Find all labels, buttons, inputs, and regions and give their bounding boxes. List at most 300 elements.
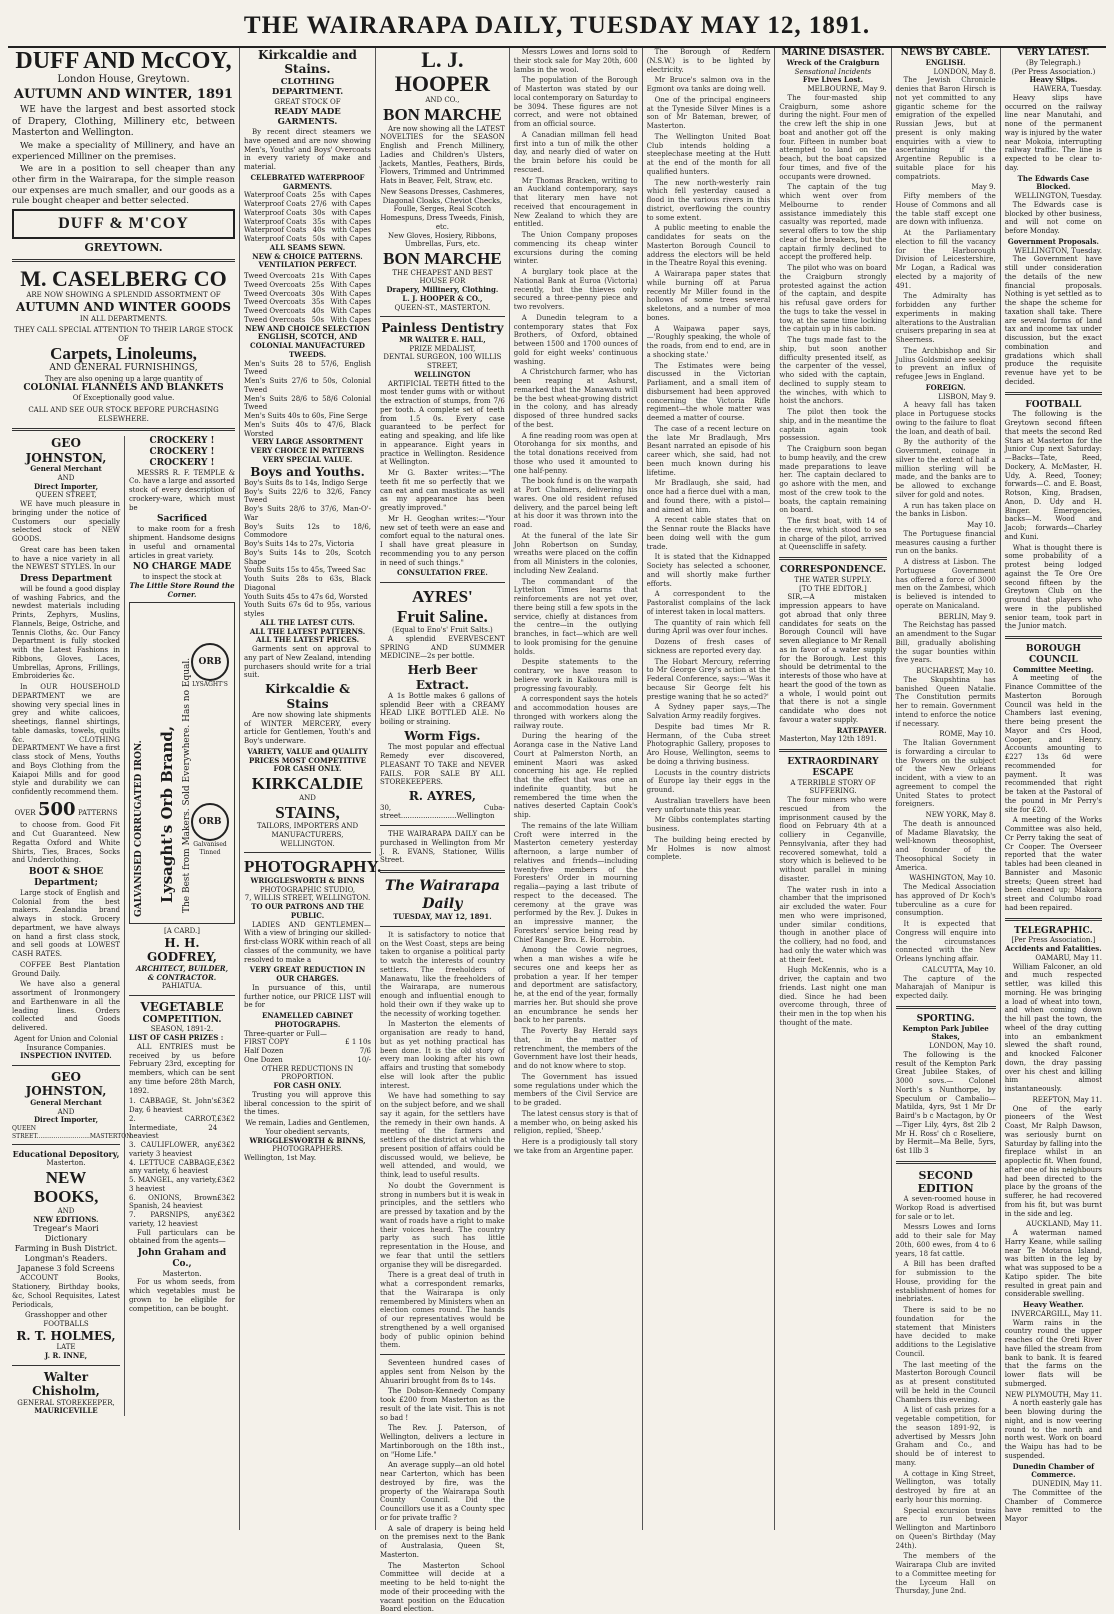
divider: [1005, 918, 1102, 921]
waterproof-row-cell-2: with Capes: [331, 208, 371, 217]
prize-row-cell-1: £3: [217, 1211, 227, 1220]
wb-wel2: Wellington, 1st May.: [244, 1154, 317, 1163]
photo-price-row: [244, 1030, 371, 1039]
caselberg-co: CO: [193, 266, 227, 292]
gj2-street: QUEEN STREET............................MASTERTON.: [12, 1125, 133, 1140]
wb-other: OTHER REDUCTIONS IN PROPORTION.: [261, 1064, 354, 1082]
ks-p2: Garments sent on approval to any part of New Zealand, intending purchasers should write for a trial suit.: [244, 645, 371, 680]
tweed-row-cell-0: Tweed Overcoats: [244, 289, 306, 298]
waterproof-list: [244, 191, 371, 244]
tel-ref: REEFTON, May 11.: [1032, 1095, 1103, 1104]
gj-p2: Great care has been taken to have a nice variety in all the NEWEST STYLES. In our: [12, 545, 120, 572]
news-paragraph: A Canadian millman fell head first into a tun of milk the other day, and nearly died of water on the brain before his could be rescued.: [513, 130, 638, 174]
prize-row: [129, 1211, 235, 1229]
veg-full: Full particulars can be obtained from the agents—: [129, 1228, 235, 1246]
caselberg-depts: IN ALL DEPARTMENTS.: [79, 314, 168, 323]
hooper-andco: AND CO.,: [425, 96, 460, 105]
duff-sub: London House, Greytown.: [57, 74, 190, 86]
marine-paragraph: The tugs made fast to the ship, but soon another difficulty presented itself, as the carpenter of the vessel, who sided with the captain, declined to supply steam to the winches, with which to hoist the anchors.: [779, 336, 887, 406]
crockery-p2: to make room for a fresh shipment. Handsome designs in useful and ornamental articles in great variety.: [129, 525, 235, 560]
prize-row-cell-2: £2: [226, 1114, 235, 1123]
tel-ref-p: One of the early pioneers of the West Coast, Mr Ralph Dawson, was seriously burnt on Saturday by falling into the fireplace whilst in an apoplectic fit. When found, after one of his neighbours had been directed to the place by the groans of the sufferer, he had recovered from his fit, but was burnt in the side and leg.: [1004, 1104, 1103, 1218]
veg-comp: COMPETITION.: [142, 1014, 222, 1025]
news-paragraph: The Wellington United Boat Club intends holding a steeplechase meeting at the Hutt at the end of the month for all qualified hunters.: [646, 132, 771, 176]
photo-title: PHOTOGRAPHY.: [244, 857, 382, 877]
tweed-row: [244, 281, 371, 290]
tweed-row-cell-0: Tweed Overcoats: [244, 315, 306, 324]
cable-foreign-item-dateline: May 10.: [967, 521, 996, 530]
nb-p: ACCOUNT Books, Stationery, Birthday books, &c, School Requisites, Latest Periodicals,: [12, 1274, 120, 1309]
veg-season: SEASON, 1891-2.: [150, 1025, 214, 1034]
divider: [779, 749, 886, 752]
second-edition-paragraph: A Bill has been drafted for submission to the House, providing for the establishment of homes for inebriates.: [895, 1260, 996, 1304]
card: [A CARD.]: [163, 927, 200, 936]
tel-np-p: A north easterly gale has been blowing during the night, and is now veering round to the north and north west. Work on board the Waipu has had to be suspended.: [1004, 1399, 1103, 1460]
tel-sub: [Per Press Association.]: [1011, 936, 1096, 945]
paper-date: TUESDAY, MAY 12, 1891.: [393, 912, 492, 922]
waterproof-row-cell-1: 50s: [312, 235, 326, 244]
news-paragraph: The remains of the late William Croft were interred in the Masterton cemetery yesterday afternoon, a large number of relatives and friends—including twenty-five members of the Foresters' Order in mourning regalia—paying a last tribute of respect to the deceased. The ceremony at the grave was performed by the Rev. J. Dukes in an impressive manner, the Foresters' service being read by Chief Ranger Bro. E. Horrobin.: [513, 821, 638, 944]
boys-line: Youth Suits 45s to 47s 6d, Worsted: [244, 592, 368, 601]
latest-wel1-p: The Edwards case is blocked by other business, and will not come on before Monday.: [1004, 200, 1103, 236]
prize-row-cell-2: £2: [226, 1211, 235, 1220]
ks-great: GREAT STOCK OF: [274, 98, 341, 107]
orb-logo-bottom: [190, 803, 230, 856]
cable-item: At the Parliamentary election to fill the vacancy for the Harborough Division of Leicestershire, Mr Logan, a Radical was elected by a majority of 491.: [895, 229, 996, 290]
tel-inv-p: Warm rains in the country round the upper reaches of the Oreti River have filled the stream from bank to bank. It is feared that the farms on the lower flats will be submerged.: [1004, 1318, 1103, 1388]
divider: [896, 1006, 996, 1009]
borough-p2: A meeting of the Works Committee was also held, Cr Perry taking the seat of Cr Cooper. The Overseer reported that the water tables had been cleaned in Bannister and Masonic streets; Queen street had been cleaned up; Makora street and Columbo road had been repaired.: [1004, 816, 1103, 912]
second-edition-paragraph: Special excursion trains are to run between Wellington and Martinboro on Queen's Birthday (May 24th).: [895, 1506, 996, 1550]
caselberg-sub: ARE NOW SHOWING A SPLENDID ASSORTMENT OF: [26, 291, 221, 300]
dent-wel: WELLINGTON: [414, 369, 471, 379]
news-paragraph: Mr Bradlaugh, she said, had once had a fierce duel with a man, and found there, with a pistol—and aimed at him.: [646, 479, 771, 514]
cable-head: NEWS BY CABLE.: [900, 48, 991, 58]
sport-kempton: Kempton Park Jubilee Stakes,: [902, 1023, 989, 1042]
prize-row-cell-0: 1. CABBAGE, St. John's Day, 6 heaviest: [129, 1097, 218, 1115]
prize-row-cell-2: £2: [226, 1097, 235, 1106]
duff-logo: DUFF & M'COY: [12, 209, 235, 239]
news-paragraph: The commandant of the Lyttelton Times learns that reinforcements are not yet over, there being still a few spots in the service, chiefly at distances from the centre—in the outlying branches, in fact—which are well to look promising for the genuine holds.: [513, 577, 638, 656]
news-paragraph: Mr Gibbs contemplates starting business.: [646, 816, 771, 833]
caselberg-carpets: Carpets, Linoleums,: [50, 343, 197, 363]
news-paragraph: Locusts in the country districts of Europe lay their eggs in the ground.: [646, 768, 771, 794]
waterproof-row: [244, 200, 371, 209]
nb-title: NEW BOOKS,: [33, 1167, 99, 1207]
wb-name-2: WRIGGLESWORTH & BINNS,: [249, 1135, 366, 1145]
sport-date: LONDON, May 10.: [929, 1042, 996, 1051]
ks-rmg: READY MADE GARMENTS.: [274, 106, 341, 128]
wb-patrons: TO OUR PATRONS AND THE PUBLIC.: [251, 902, 364, 920]
marine-sub: Wreck of the Craigburn: [786, 57, 880, 67]
gj-street: QUEEN STREET,: [35, 491, 97, 500]
cable-foreign-item: The capture of the Maharajah of Manipur is expected daily.: [895, 974, 996, 1001]
orb-logo-top: [190, 643, 230, 689]
waterproof-row: [244, 218, 371, 227]
prize-row: [129, 1194, 235, 1212]
cable-foreign-item: The Italian Government is forwarding a circular to the Powers on the subject of the New Orleans incident, with a view to an agreement to compel the United States to protect foreigners.: [895, 739, 996, 809]
caselberg-ad: [12, 267, 235, 423]
cable-foreign-item: The Skupshtina has banished Queen Natalie. The Constitution permits her to remain. Government intend to enforce the notice if necessary.: [895, 675, 996, 728]
escape-paragraph: The four miners who were rescued from the imprisonment caused by the flood on February 4th at a colliery in Ceganville, Pennsylvania, after they had recovered somewhat, told a story which is believed to be without parallel in mining disaster.: [779, 796, 887, 883]
wb-p5: LADIES AND GENTLEMEN—With a view of bringing our skilled-first-class WORK within reach of all classes of the community, we have resolved to make a: [244, 920, 371, 964]
boys-line: Boy's Suits 14s to 27s, Victoria: [244, 540, 355, 549]
news-paragraph: Despite statements to the contrary, we have reason to believe work in Kaikoura mill is progressing favourably.: [513, 658, 638, 693]
tel-inv: INVERCARGILL, May 11.: [1011, 1309, 1103, 1318]
photo-price-row-cell-0: Three-quarter or Full—: [244, 1029, 327, 1038]
divider: [779, 557, 886, 560]
tweed-row-cell-1: 21s: [311, 272, 325, 281]
divider: [380, 825, 505, 826]
dent-surg: DENTAL SURGEON, 100 WILLIS STREET,: [383, 353, 502, 371]
prize-row-cell-0: 6. ONIONS, Brown Spanish, 24 heaviest: [129, 1193, 218, 1211]
cable-eng: ENGLISH.: [925, 57, 966, 67]
gj-p4: In OUR HOUSEHOLD DEPARTMENT we are showing very special lines in grey and white calicoes, sheetings, flannel shirtings, table damasks, towels, quilts &c. CLOTHING DEPARTMENT We have a first class stock of Mens, Youths and Boys Clothing from the Kaiapoi Mills and for good style and durability we can confidently recommend them.: [12, 683, 120, 797]
gj2-importer: Direct Importer,: [33, 1115, 99, 1125]
ks-large: VERY LARGE ASSORTMENT VERY CHOICE IN PATTERNS VERY SPECIAL VALUE.: [250, 437, 365, 464]
tweed-row: [244, 307, 371, 316]
orb-brand: Lysaght's Orb Brand,: [158, 726, 176, 904]
wb-cash: FOR CASH ONLY.: [273, 1081, 342, 1091]
ks-boys: Boys and Youths.: [250, 464, 365, 479]
prize-row-cell-2: £2: [226, 1193, 235, 1202]
suit-line: Men's Suits 28/6 to 58/6 Colonial Tweed: [244, 394, 371, 412]
second-edition-paragraph: A list of cash prizes for a vegetable competition, for the season 1891-92, is advertised by Messrs John Graham and Co., and should be of interest to many.: [895, 1406, 996, 1467]
prize-row-cell-0: 7. PARSNIPS, any variety, 12 heaviest: [129, 1211, 218, 1228]
divider: [1005, 636, 1102, 639]
wb-remain: We remain, Ladies and Gentlemen, Your obedient servants,: [245, 1119, 370, 1136]
caselberg-call: CALL AND SEE OUR STOCK BEFORE PURCHASING ELSEWHERE.: [28, 405, 219, 423]
gj2-merchant: General Merchant: [30, 1097, 102, 1107]
news-paragraph: A Waipawa paper says,—'Roughly speaking, the whole of the roads, from end to end, are in a shocking state.': [646, 324, 771, 359]
prize-row-cell-1: £3: [217, 1193, 227, 1202]
cable-english: [896, 68, 996, 382]
hooper-title-2: L. J. HOOPER & CO.,: [402, 293, 483, 303]
bm-drap: Drapery, Millinery, Clothing.: [386, 285, 499, 295]
cable-foreign-item: The Portuguese financial measures causing a further run on the banks.: [895, 529, 996, 556]
boys-line: Boy's Suits 12s to 18/6, Commodore: [244, 522, 371, 540]
caselberg-also: They are also opening up a large quantity of: [44, 374, 203, 383]
tweed-row-cell-1: 40s: [311, 307, 325, 316]
hooper-dress: New Seasons Dresses, Cashmeres, Diagonal Cloaks, Cheviot Checks, Foulle, Serges, Real Scotch Homespuns, Dress Tweeds, Finish, etc.: [380, 187, 505, 231]
jgc-town: Masterton.: [162, 1269, 202, 1278]
marine-paragraph: The first boat, with 14 of the crew, which stood to sea in charge of the pilot, arrived at Queenscliffe in safety.: [779, 517, 887, 552]
ayres-equal: (Equal to Eno's' Fruit Salts.): [392, 626, 493, 635]
photo-price-row-cell-0: FIRST COPY: [244, 1038, 290, 1047]
waterproof-row-cell-1: 25s: [312, 191, 326, 200]
duff-mccoy-ad: [12, 48, 235, 254]
football-p2: What is thought there is some probability of a protest being lodged against the Te Ore Ore second fifteen by the Greytown Club on the ground that players who were in the published senior team, took part in the Junior match.: [1004, 543, 1103, 631]
tweed-row-cell-0: Tweed Overcoats: [244, 280, 306, 289]
column-6-marine: [775, 48, 891, 1530]
corr-letter: SIR,—A mistaken impression appears to have got abroad that only three candidates for seats on the Borough Council will have seven allegiance to Mr Renall as in favor of a water supply for the Borough. Lest this should be detrimental to the interests of those who have at heart the good of the town as a whole, I would point out that there is not a single candidate who does not favour a water supply.: [779, 593, 887, 724]
wc-town: MAURICEVILLE: [34, 1406, 98, 1416]
cable-item-dateline: LONDON, May 8.: [933, 67, 996, 76]
waterproof-row-cell-1: 35s: [312, 217, 326, 226]
news-paragraph: The building being erected by Mr Holmes is now almost complete.: [646, 835, 771, 862]
dent-prize: PRIZE MEDALIST,: [409, 344, 476, 353]
news-paragraph: A Christchurch farmer, who has been reaping at Ashurst, remarked that the Manawatu will be the best wheat-growing district in the colony, and has already disposed of three hundred sacks of the best.: [513, 368, 638, 429]
cable-foreign-item: The Reichstag has passed an amendment to the Sugar Bill, gradually abolishing the sugar bounties within five years.: [895, 621, 996, 665]
prize-row: [129, 1097, 235, 1115]
waterproof-row-cell-2: with Capes: [331, 191, 371, 200]
news-paragraph: The Estimates were being discussed in the Victorian Parliament, and a small item of disbursement had been approved concerning the Victoria Rifle regiment—the whole matter was deemed a matter of course.: [646, 361, 771, 422]
corr-water: THE WATER SUPPLY.: [794, 575, 872, 584]
duff-town: GREYTOWN.: [84, 240, 163, 254]
wb-trust: Trusting you will approve this liberal concession to the spirit of the times.: [244, 1090, 371, 1117]
prize-row: [129, 1159, 235, 1177]
tweed-row: [244, 272, 371, 281]
football-p: The following is the Greytown second fifteen that meets the second Red Stars at Masterton for the Junior Cup next Saturday:—Backs—Tate, Reed, Dockery, A. McMaster, H. Udy, A. Reed, Tooney; forwards—C. and E. Boast, Rotson, King, Bradsen, Anon, D. Udy and H. Binger. Emergencies, backs—M. Wood and Jacob; forwards—Charley and Kuni.: [1004, 410, 1103, 541]
marine-paragraph: The pilot who was on board the Craigburn strongly protested against the action of the captain, and despite his refusal gave orders for the tugs to take the vessel in tow, at the same time locking the captain up in his cabin.: [779, 264, 887, 334]
marine-paragraph: The Craigburn soon began to bump heavily, and the crew made preparations to leave her. The captain declared to go ashore with the men, and most of the crew took to the boats, the captain remaining on board.: [779, 445, 887, 515]
edu-title: Educational Depository,: [12, 1149, 120, 1160]
corner-store: The Little Store Round the Corner.: [129, 580, 235, 599]
escape-sub: A TERRIBLE STORY OF SUFFERING.: [790, 778, 876, 796]
marine-paragraph: The pilot then took the ship, and in the meantime the captain again took possession.: [779, 408, 887, 443]
cable-foreign-items: [896, 393, 996, 1001]
jgc-title: John Graham and Co.,: [137, 1248, 227, 1269]
cable-foreign-item-dateline: WASHINGTON, May 10.: [909, 874, 996, 883]
corr-sign: RATEPAYER.: [836, 725, 887, 735]
boys-list: [244, 479, 371, 619]
waterproof-row-cell-0: Waterproof Coats: [244, 200, 307, 209]
hooper-qs: QUEEN-ST., MASTERTON.: [394, 303, 491, 312]
latest-edwards: The Edwards Case Blocked.: [1017, 173, 1090, 192]
news-paragraph: The population of the Borough of Masterton was stated by our local contemporary on Saturday to be 3094. These figures are not correct, and were not obtained from an official source.: [513, 76, 638, 128]
photo-price-row-cell-0: One Dozen: [244, 1055, 283, 1064]
prize-row-cell-1: £3: [217, 1158, 227, 1167]
news-paragraph: Mr Bruce's salmon ova in the Egmont ova tanks are doing well.: [646, 76, 771, 93]
photo-price-row: [244, 1056, 371, 1065]
dent-p2: ARTIFICIAL TEETH fitted to the most tender gums with or without the extraction of stumps, from 7/6 per tooth. A complete set of teeth from 1.5 0s. Every case guaranteed to be perfect for eating and speaking, and life like in appearance. Eight years in practice in Wellington. Residence at Wellington.: [380, 379, 505, 467]
nb-editions: NEW EDITIONS.: [33, 1214, 99, 1224]
ks3-and: AND: [299, 793, 316, 802]
crockery-1: CROCKERY !: [149, 436, 215, 447]
veg-title: VEGETABLE: [140, 1000, 224, 1015]
tel-head: TELEGRAPHIC.: [1014, 925, 1093, 936]
prize-row-cell-0: 4. LETTUCE CABBAGE, any variety, 6 heaviest: [129, 1158, 218, 1176]
crockery-sacrificed: Sacrificed: [156, 514, 207, 525]
news-paragraph: A Wairarapa paper states that while burning off at Parua recently Mr Miller found in the hollows of some trees several skeletons, and a number of moa bones.: [646, 270, 771, 322]
caselberg-attn: THEY CALL SPECIAL ATTENTION TO THEIR LARGE STOCK OF: [14, 326, 233, 343]
tweed-row-cell-1: 35s: [311, 298, 325, 307]
boys-line: Youth Suits 28s to 63s, Black Diagonal: [244, 575, 371, 592]
news-paragraph: The latest census story is that of a member who, on being asked his religion, replied, 'Sheep.': [513, 1109, 638, 1136]
tel-weather: Heavy Weather.: [1023, 1300, 1084, 1310]
borough-head: BOROUGH COUNCIL: [1025, 644, 1081, 665]
marine-story: [779, 94, 886, 552]
news-paragraph: The quantity of rain which fell during April was over four inches.: [646, 618, 771, 636]
ks-wel: WELLINGTON.: [280, 839, 335, 848]
escape-head: EXTRAORDINARY ESCAPE: [787, 757, 879, 778]
news-paragraph: The case of a recent lecture on the late Mr Bradlaugh, Mrs Besant narrated an episode of his career which, she said, had not been much known during his lifetime.: [646, 424, 771, 477]
divider: [380, 316, 505, 317]
ayres-p7: The most popular and effectual Remedy ever discovered, PLEASANT TO TAKE and NEVER FAILS. FOR SALE BY ALL STOREKEEPERS.: [380, 743, 505, 787]
col1-right-sub: [124, 436, 235, 1416]
news-scrutiny: The Masterton School Committee will decide at a meeting to be held to-night the mode of their proceeding with the vacant position on the Education Board election.: [380, 1561, 505, 1614]
godfrey-contr: & CONTRACTOR.: [147, 972, 217, 982]
ks-celeb: CELEBRATED WATERPROOF GARMENTS.: [250, 172, 365, 191]
news-paragraph: A fine reading room was open at Otorohanga for six months, and the total donations received from those who used it amounted to one half-penny.: [513, 431, 638, 475]
gj-boot: BOOT & SHOE Department;: [28, 867, 104, 888]
masthead-title: THE WAIRARAPA DAILY, TUESDAY MAY 12, 1891.: [8, 6, 1106, 48]
tweed-row-cell-2: With Capes: [330, 298, 371, 307]
news-paragraph: Despite bad times Mr R. Hermann, of the Cuba street Photographic Gallery, proposes to Aro House, Wellington, seems to be doing a thriving business.: [646, 722, 771, 766]
news-paragraph: Messrs Lowes and Iorns sold to their stock sale for May 20th, 600 lambs in the wool.: [513, 48, 638, 74]
prize-row-cell-2: £2: [226, 1141, 235, 1150]
gj-p7: COFFEE Best Plantation Ground Daily.: [12, 960, 120, 978]
news-dobson: The Dobson-Kennedy Company took £200 from Masterton as the result of the late visit. This is not so bad !: [380, 1387, 505, 1422]
news-sale: A sale of drapery is being held on the premises next to the Bank of Australasia, Queen St, Masterton.: [380, 1524, 505, 1559]
ks3-stains: STAINS,: [275, 802, 340, 822]
cable-foreign-item-dateline: BERLIN, May 9.: [938, 612, 996, 621]
nb-item-3: Longman's Readers.: [24, 1254, 108, 1264]
editorial-paragraph: In Masterton the elements of organisation are ready to hand, but as yet nothing practical has been done. It is the old story of every man looking after his own affairs and trusting that somebody else will look after the public interest.: [380, 1020, 505, 1090]
cable-item: Fifty members of the House of Commons and all the table staff except one are down with influenza.: [895, 192, 996, 227]
cable-item: The Archbishop and Sir Julius Goldsmid are seeking to prevent an influx of refugee Jews in England.: [895, 346, 996, 382]
latest-assn: (Per Press Association.): [1011, 67, 1096, 76]
cable-foreign-item: It is expected that Congress will enquire into the circumstances connected with the New Orleans lynching affair.: [895, 920, 996, 964]
cable-foreign-item: The Medical Association has approved of Dr Koch's tuberculine as a cure for consumption.: [895, 883, 996, 918]
news-rev: The Rev. J. Paterson, of Wellington, delivers a lecture in Martinborough on the 18th inst., on "Home Life.": [380, 1424, 505, 1459]
gj-p6: Large stock of English and Colonial from the best makers. Zealandia brand always in stock. Grocery department, we have always on hand a first class stock, and sell goods at LOWEST CASH RATES.: [12, 888, 120, 959]
paper-nameplate: The Wairarapa Daily: [384, 878, 500, 912]
suits-list: [244, 360, 371, 439]
ayres-title: AYRES': [411, 587, 473, 607]
prize-row-cell-1: £3: [217, 1141, 227, 1150]
latest-wel1: WELLINGTON, Tuesday.: [1014, 192, 1103, 201]
duff-season: AUTUMN AND WINTER, 1891: [13, 86, 234, 102]
ayres-p5: A splendid EVERVESCENT SPRING AND SUMMER MEDICINE—2s per bottle.: [380, 634, 505, 661]
second-edition-paragraph: A seven-roomed house in Workop Road is advertised for sale or to let.: [895, 1195, 996, 1221]
news-pacific: Seventeen hundred cases of apples sent from Nelson by the Ahuariri brought from 8s to 14s.: [380, 1359, 505, 1385]
tel-oam-p: William Falconer, an old and much respected settler, was killed this morning. He was bringing a load of wheat into town, and when coming down the hill past the town, the wheel of the dray cutting into an embankment slewed the shaft round, and knocked Falconer down, the dray passing over his chest and killing him almost instantaneously.: [1004, 962, 1103, 1094]
prize-row-cell-2: £2: [226, 1158, 235, 1167]
ks-p1: By recent direct steamers we have opened and are now showing Men's, Youths' and Boys' Overcoats in every variety of make and material.: [244, 128, 371, 172]
photo-price-row: [244, 1047, 371, 1056]
gj2-title: GEO JOHNSTON,: [25, 1070, 107, 1099]
godfrey-town: PAHIATUA.: [161, 982, 203, 991]
editorial-paragraph: It is satisfactory to notice that on the West Coast, steps are being taken to organise a political party to watch the interests of country settlers. The freeholders of Manawatu, like the freeholders of the Wairarapa, are numerous enough and influential enough to hold their own if they wake up to the necessity of working together.: [380, 930, 505, 1018]
veg-seeds: For us whom seeds, from which vegetables must be grown to be eligible for competition, can be bought.: [129, 1278, 235, 1313]
divider: [12, 1144, 120, 1145]
waterproof-row-cell-1: 27/6: [311, 200, 327, 209]
daily-note: THE WAIRARAPA DAILY can be purchased in Wellington from Mr J. R. EVANS, Stationer, Willis Street.: [380, 830, 505, 865]
tweed-row-cell-2: With Capes: [330, 307, 371, 316]
prize-row-cell-1: £3: [217, 1097, 227, 1106]
caselberg-goods: AUTUMN AND WINTER GOODS: [16, 300, 231, 315]
gj-patterns: PATTERNS: [77, 808, 118, 817]
ks-sel: NEW AND CHOICE SELECTION ENGLISH, SCOTCH, AND COLONIAL MANUFACTURED TWEEDS.: [245, 323, 370, 359]
orb-maker: LYSAGHT'S: [192, 681, 228, 689]
prize-row-cell-0: 2. CARROT, Intermediate, 24 heaviest: [129, 1114, 218, 1141]
ayres-fruit: Fruit Saline.: [397, 606, 488, 626]
ks-p4: VARIETY, VALUE and QUALITY PRICES MOST COMPETITIVE FOR CASH ONLY.: [247, 746, 368, 774]
photo-price-row-cell-1: £ 1 10s: [345, 1038, 371, 1047]
orb-best: The Best from Makers. Sold Everywhere. Has no Equal.: [182, 658, 192, 914]
column-2-kirkcaldie: [240, 48, 382, 1530]
dent-p3: Mr G. Baxter writes:—"The teeth fit me so perfectly that we can eat and can masticate as well as my appearance has been greatly improved.": [380, 469, 505, 513]
waterproof-row-cell-2: with Capes: [331, 226, 371, 235]
tel-dun-p: The Committee of the Chamber of Commerce have remitted to the Mayor: [1004, 1488, 1103, 1524]
wb-addr: 7, WILLIS STREET, WELLINGTON.: [244, 894, 371, 903]
column-3-hooper-editorial: [376, 47, 510, 1614]
marine-paragraph: The captain of the tug which went over from Melbourne to render assistance immediately this casualty was reported, made several offers to tow the ship clear of the breakers, but the captain firmly declined to accept the proffered help.: [779, 183, 887, 262]
boys-line: Boy's Suits 8s to 14s, Indigo Serge: [244, 478, 368, 487]
prize-row: [129, 1176, 235, 1194]
corr-date: Masterton, May 12th 1891.: [779, 735, 877, 744]
news-paragraph: A correspondent to the Pastoralist complains of the lack of interest taken in local matters.: [646, 590, 771, 616]
bm-title: BON MARCHE: [383, 105, 502, 125]
gj-merchant: General Merchant: [30, 464, 102, 474]
news-paragraph: The book fund is on the warpath at Port Chalmers, delivering his wares. One old resident refused delivery, and the parcel being left at his door it was thrown into the road.: [513, 477, 638, 529]
latest-govp: Government Proposals.: [1007, 236, 1099, 246]
cable-foreign-item-dateline: LISBON, May 9.: [938, 392, 996, 401]
columns: [8, 47, 1106, 1614]
photo-price-row-cell-1: 10/-: [357, 1055, 371, 1064]
tweed-list: [244, 272, 371, 325]
caselberg-quality: Of Exceptionally good value.: [72, 394, 175, 403]
column-7-cable: [892, 48, 1001, 1596]
cable-item: The Jewish Chronicle denies that Baron Hirsch is not yet committed to any gigantic scheme for the emigration of the expelled Russian Jews, but at present is only making enquiries with a view to ascertaining if the Argentine Republic is a suitable place for his compatriots.: [895, 76, 996, 181]
second-edition-paragraph: The members of the Wairarapa Club are invited to a Committee meeting for the Lyceum Hall on Thursday, June 2nd.: [895, 1552, 996, 1596]
local-news-items: [514, 48, 638, 1156]
latest-tele: (By Telegraph.): [1026, 58, 1081, 67]
tweed-row-cell-2: With Capes: [330, 315, 371, 324]
gj-insp: INSPECTION INVITED.: [20, 1051, 112, 1061]
tweed-row-cell-1: 25s: [311, 280, 325, 289]
prize-list: [129, 1097, 235, 1228]
wb-studio: PHOTOGRAPHIC STUDIO,: [259, 885, 356, 894]
wc-title: Walter Chisholm,: [32, 1369, 100, 1399]
tel-auck: AUCKLAND, May 11.: [1026, 1220, 1103, 1229]
waterproof-row-cell-1: 40s: [312, 226, 326, 235]
editorial: [380, 931, 505, 1350]
duff-p2: We make a speciality of Millinery, and have an experienced Milliner on the premises.: [12, 141, 235, 162]
news-paragraph: The Government has issued some regulations under which the members of the Civil Service are to be graded.: [513, 1072, 638, 1107]
divider: [244, 852, 371, 853]
news-paragraph: A public meeting to enable the candidates for seats on the Masterton Borough Council to address the electors will be held in the Theatre Royal this evening.: [646, 224, 771, 268]
gj-500-block: [12, 799, 120, 822]
photo-price-list: [244, 1030, 371, 1065]
tel-dun: DUNEDIN, May 11.: [1032, 1480, 1103, 1489]
news-paragraph: It is stated that the Kidnapped Society has selected a schooner, and will shortly make further efforts.: [646, 553, 771, 588]
waterproof-row-cell-0: Waterproof Coats: [244, 217, 307, 226]
news-redfern: The Borough of Redfern (N.S.W.) is to be lighted by electricity.: [646, 48, 771, 74]
waterproof-row-cell-0: Waterproof Coats: [244, 208, 307, 217]
wb-reduc: VERY GREAT REDUCTION IN OUR CHARGES.: [249, 965, 366, 984]
escape-story: [779, 796, 886, 1028]
news-paragraph: During the hearing of the Aoranga case in the Native Land Court at Palmerston North, an eminent Maori was asked concerning his age. He replied that the effect that was one an indefinite quantity, but he remembered the time when the natives deserted Captain Cook's ship.: [513, 732, 638, 819]
latest-heavy: Heavy Slips.: [1029, 75, 1078, 85]
tweed-row-cell-2: With Capes: [330, 280, 371, 289]
cable-foreign-item-dateline: NEW YORK, May 8.: [925, 811, 996, 820]
tel-oam: OAMARU, May 11.: [1035, 953, 1103, 962]
wb-enam: ENAMELLED CABINET PHOTOGRAPHS.: [261, 1011, 354, 1029]
veg-prizes: LIST OF CASH PRIZES :: [129, 1033, 224, 1043]
ayres-herb: Herb Beer Extract.: [407, 663, 478, 692]
editorial-paragraph: No doubt the Government is strong in numbers but it is weak in principles, and the settlers who are pressed by taxation and by the want of roads have a right to make their voices heard. The country party as such has little representation in the House, and we fear that until the settlers organise they will be disregarded.: [380, 1181, 505, 1269]
gj-agent: Agent for Union and Colonial Insurance Companies.: [14, 1034, 118, 1052]
dent-p4: Mr H. Geoghan writes:—"Your new set of teeth were an ease and comfort equal to the natural ones. I shall have great pleasure in recommending you to any person in need of such things.": [380, 514, 505, 567]
second-edition-paragraph: A cottage in King Street, Wellington, was totally destroyed by fire at an early hour this morning.: [895, 1469, 996, 1504]
boys-line: Boy's Suits 14s to 20s, Scotch Shape: [244, 548, 371, 566]
cable-foreign-item-dateline: ROME, May 10.: [939, 730, 996, 739]
crockery-3: CROCKERY !: [149, 457, 215, 468]
gj-title: GEO JOHNSTON,: [25, 436, 107, 465]
duff-p3: We are in a position to sell cheaper than any other firm in the Wairarapa, for the simple reason our expenses are much smaller, and our goods as a rule bought cheaper and better selected.: [12, 164, 235, 207]
